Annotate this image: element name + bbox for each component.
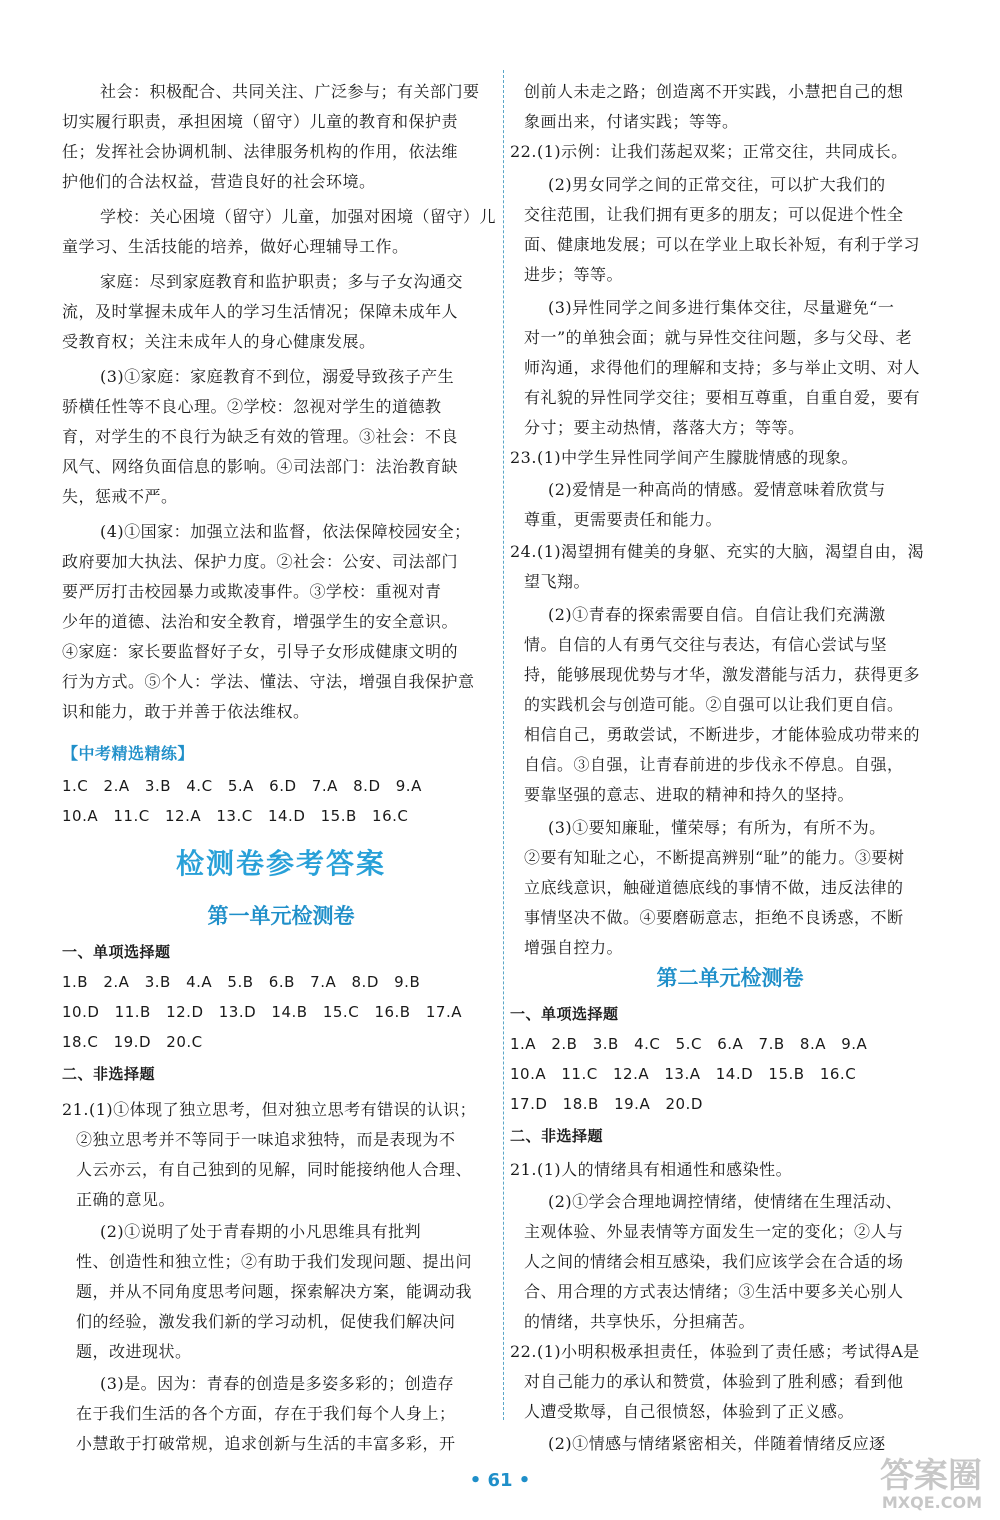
unit2-mc-row-1: 1.A 2.B 3.B 4.C 5.C 6.A 7.B 8.A 9.A [510, 1035, 868, 1053]
right-text-line: 的实践机会与创造可能。②自强可以让我们更自信。 [524, 695, 904, 714]
left-text-line: 识和能力，敢于并善于依法维权。 [62, 702, 310, 721]
right-text-line: 面、健康地发展；可以在学业上取长补短，有利于学习 [524, 235, 921, 254]
left-text-line: (4)①国家：加强立法和监督，依法保障校园安全； [100, 522, 471, 541]
unit1-nmc-title: 二、非选择题 [62, 1065, 156, 1083]
left-text-line: (3)①家庭：家庭教育不到位，溺爱导致孩子产生 [100, 367, 455, 386]
right-text-line: (3)异性同学之间多进行集体交往，尽量避免“一 [548, 298, 895, 317]
right-text-line: (3)①要知廉耻，懂荣辱；有所为，有所不为。 [548, 818, 886, 837]
right-answer-line: 21.(1)人的情绪具有相通性和感染性。 [510, 1160, 793, 1179]
left-answer-line: 们的经验，激发我们新的学习动机，促使我们解决问 [76, 1312, 456, 1331]
left-answer-line: 21.(1)①体现了独立思考，但对独立思考有错误的认识； [62, 1100, 477, 1119]
right-text-line: 要靠坚强的意志、进取的精神和持久的坚持。 [524, 785, 855, 804]
left-text-line: 少年的道德、法治和安全教育，增强学生的安全意识。 [62, 612, 459, 631]
left-text-line: 任；发挥社会协调机制、法律服务机构的作用，依法维 [62, 142, 459, 161]
right-text-line: 分寸；要主动热情，落落大方；等等。 [524, 418, 805, 437]
left-answer-line: 性、创造性和独立性；②有助于我们发现问题、提出问 [76, 1252, 473, 1271]
left-answer-line: 小慧敢于打破常规，追求创新与生活的丰富多彩，开 [76, 1434, 456, 1453]
right-text-line: 事情坚决不做。④要磨砺意志，拒绝不良诱惑，不断 [524, 908, 904, 927]
right-text-line: 交往范围，让我们拥有更多的朋友；可以促进个性全 [524, 205, 904, 224]
left-answer-line: 题，改进现状。 [76, 1342, 192, 1361]
left-text-line: 政府要加大执法、保护力度。②社会：公安、司法部门 [62, 552, 459, 571]
left-answer-line: 正确的意见。 [76, 1190, 176, 1209]
right-text-line: ②要有知耻之心，不断提高辨别“耻”的能力。③要树 [524, 848, 905, 867]
right-text-line: 有礼貌的异性同学交往；要相互尊重，自重自爱，要有 [524, 388, 921, 407]
watermark-logo [880, 1458, 982, 1512]
unit2-nmc-title: 二、非选择题 [510, 1127, 604, 1145]
right-answer-line: 的情绪，共享快乐，分担痛苦。 [524, 1312, 756, 1331]
right-text-line: 尊重，更需要责任和能力。 [524, 510, 723, 529]
watermark-url: MXQE.COM [881, 1493, 982, 1512]
left-text-line: 护他们的合法权益，营造良好的社会环境。 [62, 172, 376, 191]
unit1-mc-title: 一、单项选择题 [62, 943, 171, 961]
left-text-line: 流，及时掌握未成年人的学习生活情况；保障未成年人 [62, 302, 459, 321]
right-text-line: (2)爱情是一种高尚的情感。爱情意味着欣赏与 [548, 480, 886, 499]
right-answer-line: 人遭受欺辱，自己很愤怒，体验到了正义感。 [524, 1402, 855, 1421]
page-number: • 61 • [469, 1470, 531, 1491]
zhongkao-section-title: 【中考精选精练】 [62, 744, 195, 763]
right-text-line: 望飞翔。 [524, 572, 591, 591]
left-text-line: 社会：积极配合、共同关注、广泛参与；有关部门要 [100, 82, 480, 101]
right-text-line: (2)①青春的探索需要自信。自信让我们充满激 [548, 605, 886, 624]
right-answer-line: 人之间的情绪会相互感染，我们应该学会在合适的场 [524, 1252, 904, 1271]
unit2-title: 第二单元检测卷 [656, 966, 804, 990]
right-answer-line: 22.(1)小明积极承担责任，体验到了责任感；考试得A是 [510, 1342, 920, 1361]
right-text-line: (2)男女同学之间的正常交往，可以扩大我们的 [548, 175, 886, 194]
left-answer-line: 题，并从不同角度思考问题，探索解决方案，能调动我 [76, 1282, 473, 1301]
right-text-line: 师沟通，求得他们的理解和支持；多与举止文明、对人 [524, 358, 921, 377]
left-text-line: 学校：关心困境（留守）儿童，加强对困境（留守）儿 [100, 207, 497, 226]
right-text-line: 象画出来，付诸实践；等等。 [524, 112, 739, 131]
right-answer-line: 合、用合理的方式表达情绪；③生活中要多关心别人 [524, 1282, 904, 1301]
left-text-line: 要严厉打击校园暴力或欺凌事件。③学校：重视对青 [62, 582, 442, 601]
right-text-line: 自信。③自强，让青春前进的步伐永不停息。自强， [524, 755, 904, 774]
left-answer-line: ②独立思考并不等同于一味追求独特，而是表现为不 [76, 1130, 456, 1149]
left-answer-line: (3)是。因为：青春的创造是多姿多彩的；创造存 [100, 1374, 455, 1393]
unit1-title: 第一单元检测卷 [207, 904, 355, 928]
unit1-mc-row-1: 1.B 2.A 3.B 4.A 5.B 6.B 7.A 8.D 9.B [62, 973, 421, 991]
left-text-line: 育，对学生的不良行为缺乏有效的管理。③社会：不良 [62, 427, 459, 446]
unit2-mc-title: 一、单项选择题 [510, 1005, 619, 1023]
right-text-line: 增强自控力。 [524, 938, 624, 957]
right-answer-line: 主观体验、外显表情等方面发生一定的变化；②人与 [524, 1222, 904, 1241]
unit1-mc-row-2: 10.D 11.B 12.D 13.D 14.B 15.C 16.B 17.A [62, 1003, 462, 1021]
right-text-line: 对一”的单独会面；就与异性交往问题，多与父母、老 [524, 328, 913, 347]
right-text-line: 进步；等等。 [524, 265, 624, 284]
left-text-line: 行为方式。⑤个人：学法、懂法、守法，增强自我保护意 [62, 672, 475, 691]
right-text-line: 23.(1)中学生异性同学间产生朦胧情感的现象。 [510, 448, 859, 467]
left-text-line: 风气、网络负面信息的影响。④司法部门：法治教育缺 [62, 457, 459, 476]
left-answer-line: (2)①说明了处于青春期的小凡思维具有批判 [100, 1222, 422, 1241]
left-text-line: 家庭：尽到家庭教育和监护职责；多与子女沟通交 [100, 272, 464, 291]
left-answer-line: 人云亦云，有自己独到的见解，同时能接纳他人合理、 [76, 1160, 473, 1179]
right-answer-line: 对自己能力的承认和赞赏，体验到了胜利感；看到他 [524, 1372, 904, 1391]
right-text-line: 持，能够展现优势与才华，激发潜能与活力，获得更多 [524, 665, 921, 684]
unit1-mc-row-3: 18.C 19.D 20.C [62, 1033, 203, 1051]
right-text-line: 相信自己，勇敢尝试，不断进步，才能体验成功带来的 [524, 725, 921, 744]
right-text-line: 立底线意识，触碰道德底线的事情不做，违反法律的 [524, 878, 904, 897]
left-text-line: 受教育权；关注未成年人的身心健康发展。 [62, 332, 376, 351]
left-text-line: 失，惩戒不严。 [62, 487, 178, 506]
left-text-line: 切实履行职责，承担困境（留守）儿童的教育和保护责 [62, 112, 459, 131]
left-text-line: 童学习、生活技能的培养，做好心理辅导工作。 [62, 237, 409, 256]
unit2-mc-row-2: 10.A 11.C 12.A 13.A 14.D 15.B 16.C [510, 1065, 857, 1083]
right-text-line: 22.(1)示例：让我们荡起双桨；正常交往，共同成长。 [510, 142, 908, 161]
right-text-line: 创前人未走之路；创造离不开实践，小慧把自己的想 [524, 82, 904, 101]
right-text-line: 情。自信的人有勇气交往与表达，有信心尝试与坚 [524, 635, 888, 654]
right-answer-line: (2)①学会合理地调控情绪，使情绪在生理活动、 [548, 1192, 903, 1211]
column-divider [503, 70, 505, 1420]
unit2-mc-row-3: 17.D 18.B 19.A 20.D [510, 1095, 703, 1113]
watermark-text: 答案圈 [880, 1456, 982, 1496]
left-text-line: 骄横任性等不良心理。②学校：忽视对学生的道德教 [62, 397, 442, 416]
right-answer-line: (2)①情感与情绪紧密相关，伴随着情绪反应逐 [548, 1434, 886, 1453]
right-text-line: 24.(1)渴望拥有健美的身躯、充实的大脑，渴望自由，渴 [510, 542, 925, 561]
main-section-title: 检测卷参考答案 [175, 847, 386, 880]
left-answer-line: 在于我们生活的各个方面，存在于我们每个人身上； [76, 1404, 456, 1423]
zhongkao-answers-row-1: 1.C 2.A 3.B 4.C 5.A 6.D 7.A 8.D 9.A [62, 777, 422, 795]
zhongkao-answers-row-2: 10.A 11.C 12.A 13.C 14.D 15.B 16.C [62, 807, 409, 825]
left-text-line: ④家庭：家长要监督好子女，引导子女形成健康文明的 [62, 642, 459, 661]
